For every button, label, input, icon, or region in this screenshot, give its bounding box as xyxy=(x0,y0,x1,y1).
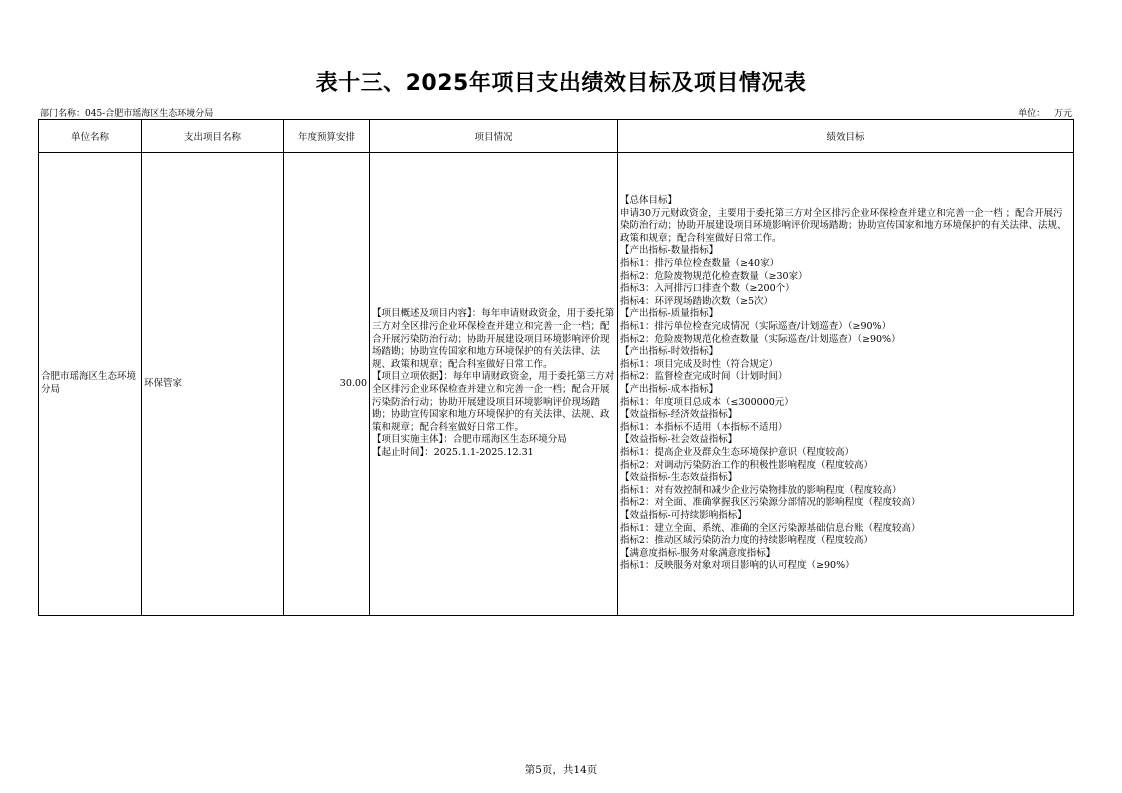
page-title: 表十三、2025年项目支出绩效目标及项目情况表 xyxy=(315,71,807,96)
cell-budget: 30.00 xyxy=(284,153,370,616)
department-label: 部门名称：045-合肥市瑶海区生态环境分局 xyxy=(40,109,214,119)
cell-project-name: 环保管家 xyxy=(142,153,284,616)
header-project-name: 支出项目名称 xyxy=(142,120,284,153)
performance-table xyxy=(38,119,1074,616)
cell-performance-goals: 【总体目标】 申请30万元财政资金，主要用于委托第三方对全区排污企业环保检查并建立和完善一企一档 ；配合开展污染防治行动；协助开展建设项目环境影响评价现场踏勘；协助宣传国家和地方环境保护的有关法律、法规、政策和规章；配合科室做好日常工作。 【产出指标-数量指标】 指标1：排污单位检查数量（≥40家） 指标2：危险废物规范化检查数量（≥30家） 指标3：入河排污口排查个数（≥200个） 指标4：环评现场踏勘次数（≥5次） 【产出指标-质量指标】 指标1：排污单位检查完成情况（实际巡查/计划巡查）（≥90%） 指标2：危险废物规范化检查数量（实际巡查/计划巡查）（≥90%） 【产出指标-时效指标】 指标1：项目完成及时性（符合规定） 指标2：监督检查完成时间（计划时间） 【产出指标-成本指标】 指标1：年度项目总成本（≤300000元） 【效益指标-经济效益指标】 指标1：本指标不适用（本指标不适用） 【效益指标-社会效益指标】 指标1：提高企业及群众生态环境保护意识（程度较高） 指标2：对调动污染防治工作的积极性影响程度（程度较高） 【效益指标-生态效益指标】 指标1：对有效控制和减少企业污染物排放的影响程度（程度较高） 指标2：对全面、准确掌握我区污染源分部情况的影响程度（程度较高） 【效益指标-可持续影响指标】 指标1：建立全面、系统、准确的全区污染源基础信息台账（程度较高） 指标2：推动区域污染防治力度的持续影响程度（程度较高） 【满意度指标-服务对象满意度指标】 指标1：反映服务对象对项目影响的认可程度（≥90%） xyxy=(618,153,1074,616)
header-performance-goals: 绩效目标 xyxy=(618,120,1074,153)
cell-unit-name: 合肥市瑶海区生态环境分局 xyxy=(39,153,142,616)
table-row xyxy=(39,153,1074,616)
header-unit-name: 单位名称 xyxy=(39,120,142,153)
cell-project-info: 【项目概述及项目内容】：每年申请财政资金，用于委托第三方对全区排污企业环保检查并建立和完善一企一档；配合开展污染防治行动；协助开展建设项目环境影响评价现场踏勘；协助宣传国家和地方环境保护的有关法律、法规、政策和规章；配合科室做好日常工作。 【项目立项依据】：每年申请财政资金，用于委托第三方对全区排污企业环保检查并建立和完善一企一档；配合开展污染防治行动；协助开展建设项目环境影响评价现场踏勘；协助宣传国家和地方环境保护的有关法律、法规、政策和规章；配合科室做好日常工作。 【项目实施主体】：合肥市瑶海区生态环境分局 【起止时间】：2025.1.1-2025.12.31 xyxy=(370,153,618,616)
table-header-row xyxy=(39,120,1074,153)
header-budget: 年度预算安排 xyxy=(284,120,370,153)
page-number: 第5页，共14页 xyxy=(524,764,598,776)
header-project-info: 项目情况 xyxy=(370,120,618,153)
unit-label: 单位： 万元 xyxy=(1018,109,1072,119)
